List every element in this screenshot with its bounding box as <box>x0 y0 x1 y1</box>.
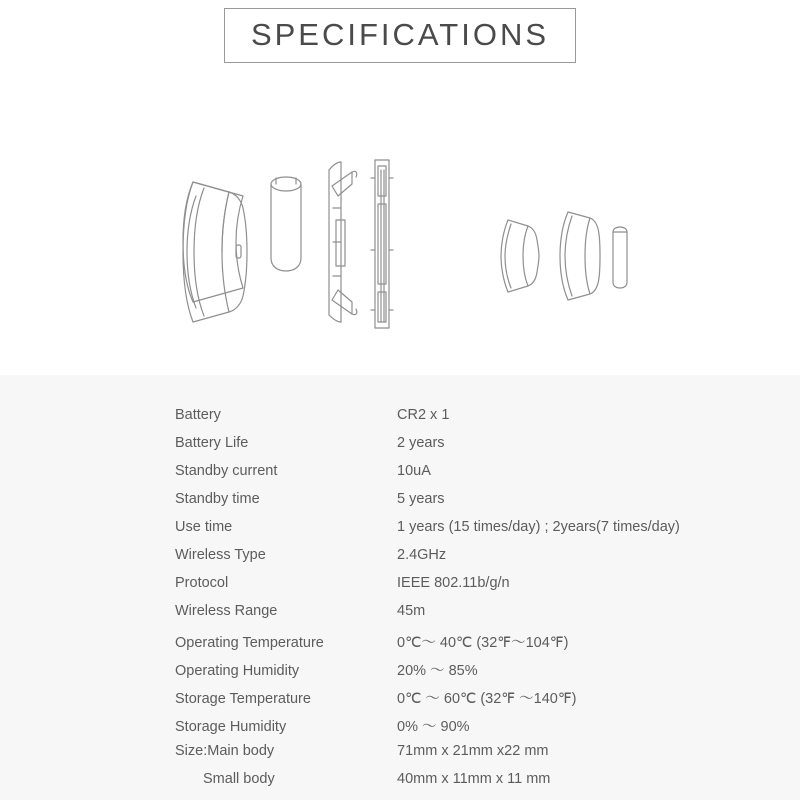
spec-label: Operating Temperature <box>175 635 324 651</box>
spec-value: 40mm x 11mm x 11 mm <box>397 771 551 787</box>
spec-value: 45m <box>397 603 426 619</box>
spec-value: 2.4GHz <box>397 547 447 563</box>
inner-frame-a-icon <box>329 162 357 322</box>
table-row <box>175 491 775 519</box>
table-row <box>175 659 775 687</box>
table-row <box>175 771 775 799</box>
battery-cylinder-icon <box>271 177 301 271</box>
table-row <box>175 407 775 435</box>
table-row <box>175 743 775 771</box>
magnet-block-icon <box>613 227 627 288</box>
spec-value: 1 years (15 times/day) ; 2years(7 times/day) <box>397 519 680 535</box>
specifications-panel <box>0 375 800 800</box>
table-row <box>175 435 775 463</box>
spec-value: 10uA <box>397 463 431 479</box>
spec-label: Small body <box>203 771 275 787</box>
spec-value: 0℃～ 40℃ (32℉～104℉) <box>397 635 569 651</box>
small-body-shell-icon <box>501 220 539 292</box>
table-row <box>175 687 775 715</box>
specifications-table <box>175 407 775 799</box>
small-body-cover-icon <box>560 212 600 300</box>
table-row <box>175 603 775 631</box>
spec-label: Standby current <box>175 463 278 479</box>
page-title-box <box>224 8 576 63</box>
spec-label: Protocol <box>175 575 229 591</box>
table-row <box>175 575 775 603</box>
table-row <box>175 547 775 575</box>
spec-label: Size:Main body <box>175 743 275 759</box>
spec-value: 2 years <box>397 435 445 451</box>
spec-label: Wireless Type <box>175 547 266 563</box>
spec-value: CR2 x 1 <box>397 407 450 423</box>
spec-value: 20% ～ 85% <box>397 663 478 679</box>
spec-label: Operating Humidity <box>175 663 300 679</box>
product-illustration <box>0 100 800 375</box>
spec-label: Wireless Range <box>175 603 278 619</box>
table-row <box>175 463 775 491</box>
inner-frame-b-icon <box>371 160 393 328</box>
spec-value: 0℃ ～ 60℃ (32℉ ～140℉) <box>397 691 577 707</box>
spec-label: Storage Humidity <box>175 719 287 735</box>
spec-value: 71mm x 21mm x22 mm <box>397 743 549 759</box>
spec-label: Battery <box>175 407 221 423</box>
main-body-shell-icon <box>183 182 247 322</box>
spec-label: Use time <box>175 519 233 535</box>
spec-value: IEEE 802.11b/g/n <box>397 575 510 591</box>
page-title: SPECIFICATIONS <box>250 17 550 52</box>
spec-value: 0% ～ 90% <box>397 719 470 735</box>
table-row <box>175 715 775 743</box>
spec-label: Standby time <box>175 491 260 507</box>
spec-label: Battery Life <box>175 435 249 451</box>
spec-value: 5 years <box>397 491 445 507</box>
table-row <box>175 631 775 659</box>
page-title-container <box>0 8 800 63</box>
spec-label: Storage Temperature <box>175 691 311 707</box>
table-row <box>175 519 775 547</box>
